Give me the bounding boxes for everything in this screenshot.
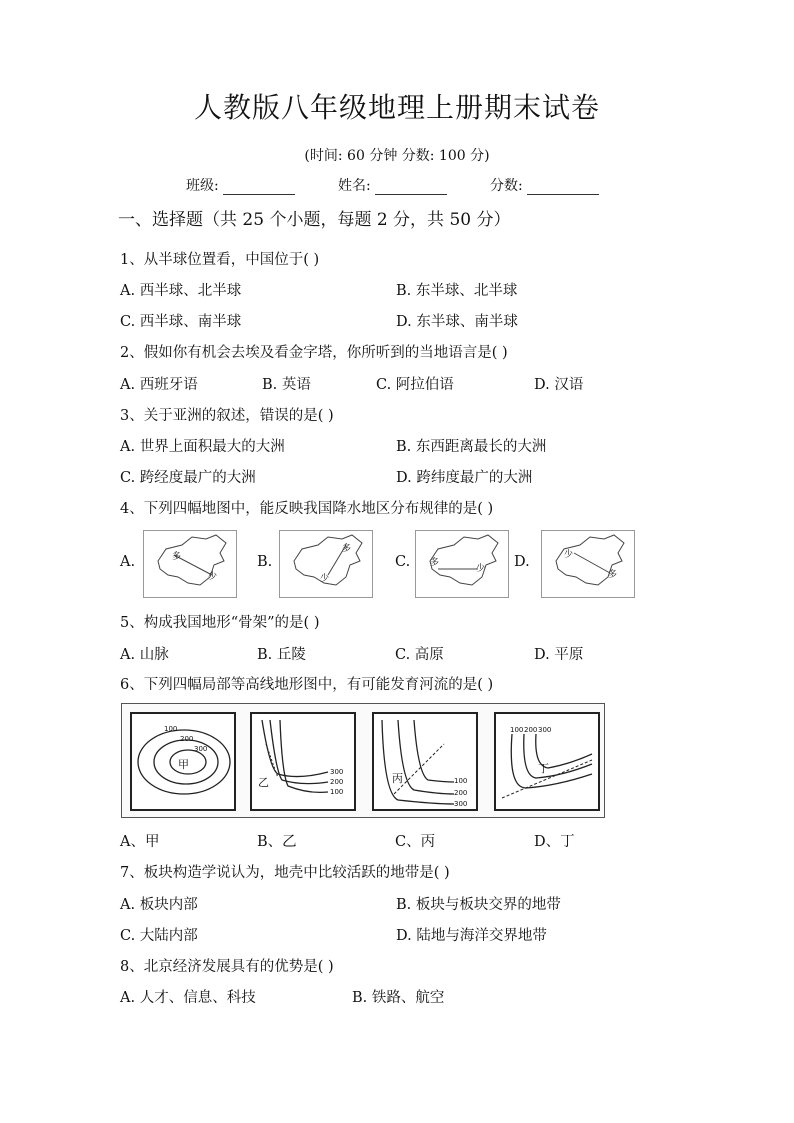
q2-option-a[interactable]: A. 西班牙语 <box>120 377 198 393</box>
map-a-label-less: 少 <box>208 572 218 582</box>
q4-option-c[interactable]: C. <box>395 554 411 570</box>
p1-label-jia: 甲 <box>178 758 189 771</box>
question-3: 3、关于亚洲的叙述，错误的是( ) <box>120 408 334 424</box>
class-blank[interactable] <box>223 180 295 195</box>
p2-label-100: 100 <box>330 788 344 796</box>
q8-option-a[interactable]: A. 人才、信息、科技 <box>120 990 256 1006</box>
map-c-label-less: 少 <box>476 564 486 574</box>
china-map-b <box>279 530 373 598</box>
q5-option-a[interactable]: A. 山脉 <box>120 647 169 663</box>
q7-option-b[interactable]: B. 板块与板块交界的地带 <box>396 897 561 913</box>
q4-option-b[interactable]: B. <box>257 554 273 570</box>
q5-option-c[interactable]: C. 高原 <box>395 647 444 663</box>
q1-option-d[interactable]: D. 东半球、南半球 <box>396 314 518 330</box>
map-d-label-less: 少 <box>564 550 574 560</box>
question-5: 5、构成我国地形“骨架”的是( ) <box>120 615 320 631</box>
q2-option-d[interactable]: D. 汉语 <box>534 377 584 393</box>
contour-panel-yi <box>250 712 356 811</box>
q1-option-b[interactable]: B. 东半球、北半球 <box>396 283 518 299</box>
contour-panel-bing <box>372 712 478 811</box>
q5-option-d[interactable]: D. 平原 <box>534 647 584 663</box>
q7-option-d[interactable]: D. 陆地与海洋交界地带 <box>396 928 547 944</box>
q2-option-b[interactable]: B. 英语 <box>262 377 311 393</box>
name-blank[interactable] <box>375 180 447 195</box>
q3-option-b[interactable]: B. 东西距离最长的大洲 <box>396 439 547 455</box>
q5-option-b[interactable]: B. 丘陵 <box>257 647 306 663</box>
china-map-d <box>541 530 635 598</box>
p3-label-bing: 丙 <box>392 772 403 785</box>
q1-option-a[interactable]: A. 西半球、北半球 <box>120 283 242 299</box>
q3-option-c[interactable]: C. 跨经度最广的大洲 <box>120 470 256 486</box>
p4-label-ding: 丁 <box>538 762 549 775</box>
q3-option-d[interactable]: D. 跨纬度最广的大洲 <box>396 470 533 486</box>
class-field <box>186 175 295 195</box>
p2-label-300: 300 <box>330 768 344 776</box>
class-label: 班级: <box>186 178 219 194</box>
p4-label-100: 100 <box>510 726 524 734</box>
question-7: 7、板块构造学说认为，地壳中比较活跃的地带是( ) <box>120 865 450 881</box>
section-title: 一、选择题（共 25 个小题，每题 2 分，共 50 分） <box>118 210 511 230</box>
map-d-label-more: 多 <box>608 570 618 580</box>
q6-option-c[interactable]: C、丙 <box>395 834 436 850</box>
p1-label-200: 200 <box>180 735 194 743</box>
q1-option-c[interactable]: C. 西半球、南半球 <box>120 314 242 330</box>
p4-label-300: 300 <box>538 726 552 734</box>
question-8: 8、北京经济发展具有的优势是( ) <box>120 959 334 975</box>
score-field <box>490 175 599 195</box>
exam-info: (时间: 60 分钟 分数: 100 分) <box>304 148 490 164</box>
china-map-a <box>143 530 237 598</box>
name-field <box>338 175 447 195</box>
map-b-label-less: 少 <box>320 574 330 584</box>
q6-option-a[interactable]: A、甲 <box>120 834 160 850</box>
p2-label-200: 200 <box>330 778 344 786</box>
china-map-c <box>415 530 509 598</box>
q8-option-b[interactable]: B. 铁路、航空 <box>352 990 445 1006</box>
p2-label-yi: 乙 <box>258 776 269 789</box>
p4-label-200: 200 <box>524 726 538 734</box>
q7-option-a[interactable]: A. 板块内部 <box>120 897 198 913</box>
q6-option-b[interactable]: B、乙 <box>257 834 297 850</box>
p1-label-100: 100 <box>164 725 178 733</box>
p3-label-200: 200 <box>454 789 468 797</box>
p1-label-300: 300 <box>194 745 208 753</box>
q4-option-a[interactable]: A. <box>120 554 136 570</box>
q4-option-d[interactable]: D. <box>514 554 530 570</box>
map-b-label-more: 多 <box>342 544 352 554</box>
q7-option-c[interactable]: C. 大陆内部 <box>120 928 198 944</box>
p3-label-300: 300 <box>454 800 468 808</box>
p3-label-100: 100 <box>454 777 468 785</box>
question-6: 6、下列四幅局部等高线地形图中，有可能发育河流的是( ) <box>120 677 494 693</box>
contour-panel-ding <box>494 712 600 811</box>
score-label: 分数: <box>490 178 523 194</box>
map-c-label-more: 多 <box>430 558 440 568</box>
contour-map-figure <box>121 703 605 818</box>
question-1: 1、从半球位置看，中国位于( ) <box>120 252 320 268</box>
name-label: 姓名: <box>338 178 371 194</box>
page-title: 人教版八年级地理上册期末试卷 <box>193 91 600 124</box>
question-2: 2、假如你有机会去埃及看金字塔，你所听到的当地语言是( ) <box>120 345 508 361</box>
q6-option-d[interactable]: D、丁 <box>534 834 575 850</box>
question-4: 4、下列四幅地图中，能反映我国降水地区分布规律的是( ) <box>120 501 494 517</box>
contour-panel-jia <box>130 712 236 811</box>
q2-option-c[interactable]: C. 阿拉伯语 <box>376 377 454 393</box>
q3-option-a[interactable]: A. 世界上面积最大的大洲 <box>120 439 285 455</box>
map-a-label-more: 多 <box>172 552 182 562</box>
score-blank[interactable] <box>527 180 599 195</box>
